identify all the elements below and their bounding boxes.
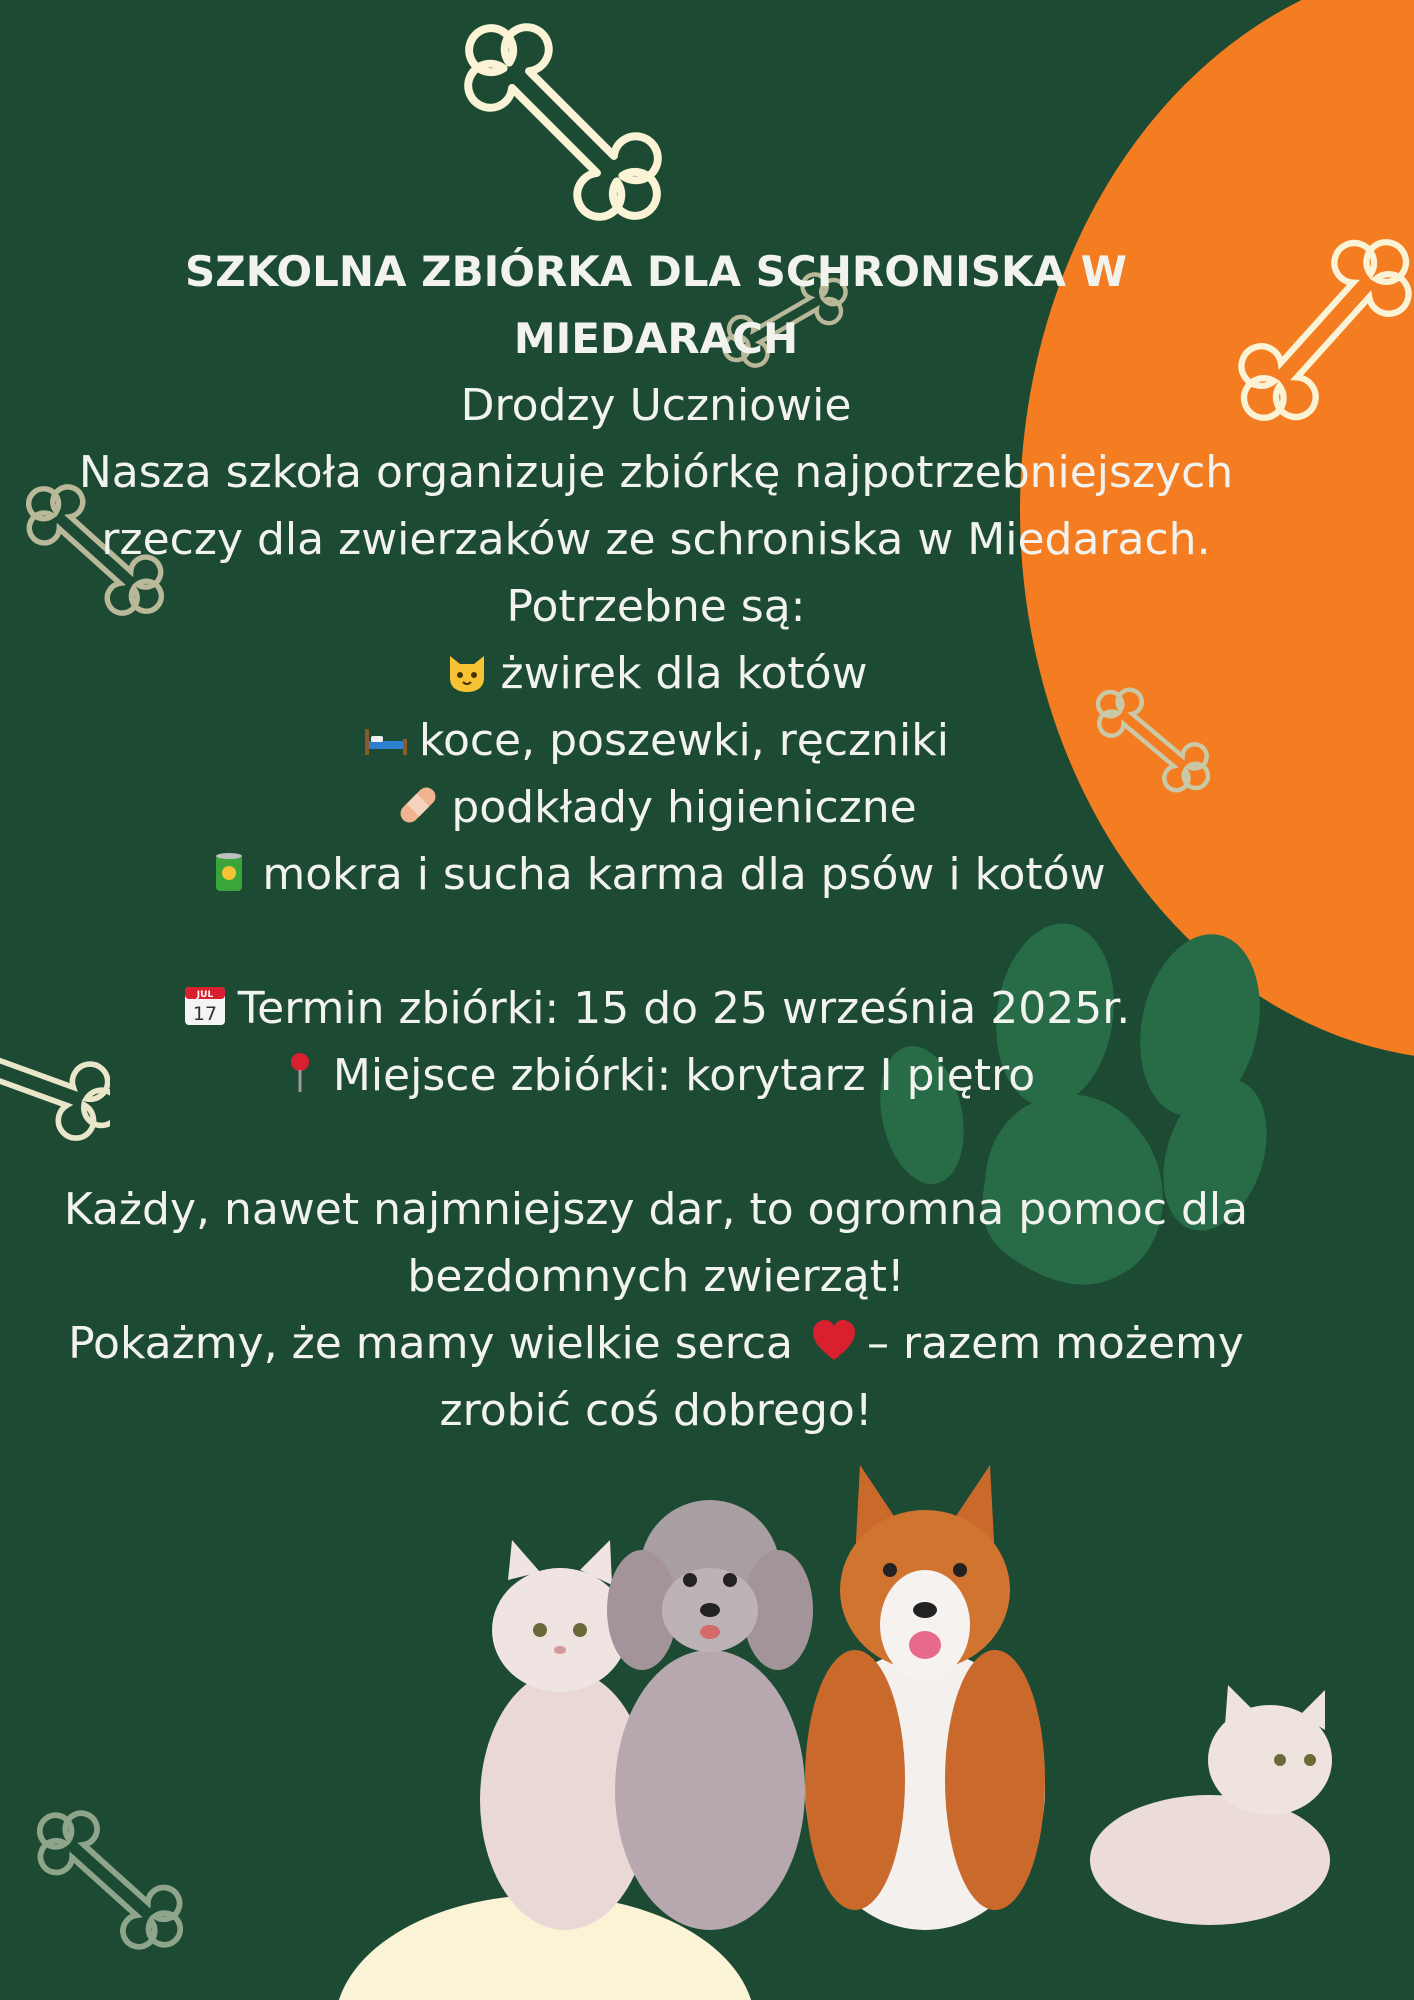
bone-icon — [448, 12, 678, 232]
list-item-text: mokra i sucha karma dla psów i kotów — [262, 849, 1106, 900]
needed-heading: Potrzebne są: — [506, 581, 806, 632]
list-item — [0, 841, 1312, 908]
list-item-text: żwirek dla kotów — [500, 648, 868, 699]
intro-line-2: rzeczy dla zwierzaków ze schroniska w Miedarach. — [101, 514, 1211, 565]
pin-icon — [277, 1050, 323, 1096]
list-item — [0, 707, 1312, 774]
closing-text-after: – razem możemy — [867, 1318, 1244, 1369]
cat-face-icon — [444, 648, 490, 694]
closing-line-2: bezdomnych zwierząt! — [407, 1251, 905, 1302]
list-item — [0, 640, 1312, 707]
announcement-text — [0, 238, 1312, 1444]
calendar-month: JUL — [196, 990, 213, 1000]
calendar-icon — [182, 983, 228, 1029]
list-item-text: podkłady higieniczne — [451, 782, 917, 833]
closing-text-before: Pokażmy, że mamy wielkie serca — [68, 1318, 794, 1369]
date-text: Termin zbiórki: 15 do 25 września 2025r. — [237, 983, 1131, 1034]
list-item — [0, 774, 1312, 841]
page-title: SZKOLNA ZBIÓRKA DLA SCHRONISKA W MIEDARACH — [185, 247, 1127, 363]
closing-line-3 — [0, 1310, 1312, 1377]
pets-photo — [480, 1460, 1360, 1930]
closing-line-1: Każdy, nawet najmniejszy dar, to ogromna pomoc dla — [63, 1184, 1249, 1235]
closing-line-4: zrobić coś dobrego! — [439, 1385, 873, 1436]
bandage-icon — [395, 782, 441, 828]
spacer — [0, 1109, 1312, 1176]
date-line — [0, 975, 1312, 1042]
cat-image — [1090, 1685, 1332, 1925]
intro-line-1: Nasza szkoła organizuje zbiórkę najpotrzebniejszych — [78, 447, 1234, 498]
place-line — [0, 1042, 1312, 1109]
heart-icon — [811, 1318, 857, 1364]
list-item-text: koce, poszewki, ręczniki — [419, 715, 949, 766]
bed-icon — [363, 715, 409, 761]
poodle-image — [607, 1500, 813, 1930]
food-can-icon — [206, 849, 252, 895]
bone-icon — [30, 1800, 190, 1960]
corgi-image — [805, 1465, 1045, 1930]
spacer — [0, 908, 1312, 975]
place-text: Miejsce zbiórki: korytarz I piętro — [332, 1050, 1036, 1101]
greeting: Drodzy Uczniowie — [460, 380, 852, 431]
calendar-day: 17 — [192, 1003, 217, 1025]
